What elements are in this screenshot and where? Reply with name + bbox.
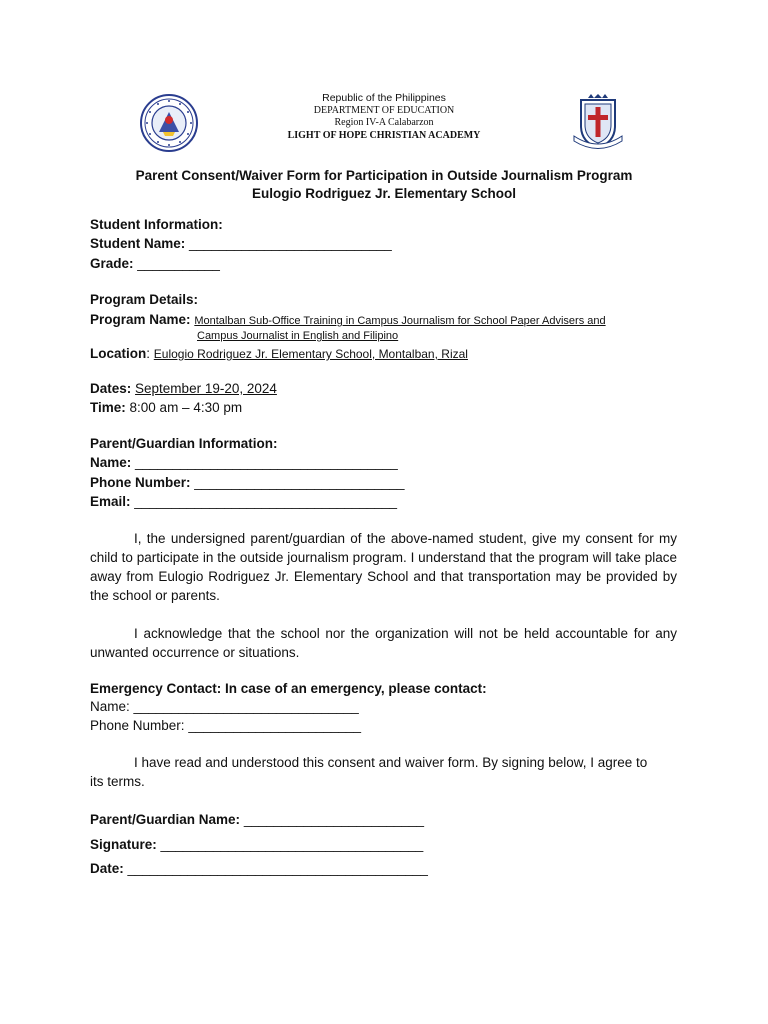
letterhead <box>0 92 768 152</box>
acknowledge-paragraph: I acknowledge that the school nor the organization will not be held accountable for any unwanted occurrence or situations. <box>90 626 677 660</box>
signature-field[interactable]: ___________________________________ <box>160 837 424 852</box>
guardian-email-row <box>90 493 397 510</box>
grade-field[interactable]: ___________ <box>137 256 220 271</box>
program-name-value-line2: Campus Journalist in English and Filipino <box>197 330 399 342</box>
guardian-name-label: Name: <box>90 455 132 470</box>
dates-value: September 19-20, 2024 <box>135 381 277 396</box>
student-info-heading: Student Information: <box>90 217 223 232</box>
parent-guardian-name-label: Parent/Guardian Name: <box>90 812 241 827</box>
emergency-contact-heading: Emergency Contact: In case of an emergency, please contact: <box>90 681 487 696</box>
emergency-phone-field[interactable]: _______________________ <box>188 718 362 733</box>
program-name-value-line1: Montalban Sub-Office Training in Campus Journalism for School Paper Advisers and <box>194 315 606 327</box>
form-title: Parent Consent/Waiver Form for Participation in Outside Journalism Program <box>135 168 633 183</box>
emergency-name-label: Name: <box>90 699 130 714</box>
signature-row <box>90 836 423 853</box>
guardian-email-label: Email: <box>90 494 131 509</box>
time-value: 8:00 am – 4:30 pm <box>129 400 243 415</box>
signature-label: Signature: <box>90 837 157 852</box>
guardian-info-heading: Parent/Guardian Information: <box>90 436 278 451</box>
guardian-phone-row <box>90 474 405 491</box>
date-label: Date: <box>90 861 124 876</box>
grade-row <box>90 255 220 272</box>
student-name-label: Student Name: <box>90 236 186 251</box>
agree-paragraph: I have read and understood this consent and waiver form. By signing below, I agree to its terms. <box>90 755 648 789</box>
date-row <box>90 860 428 877</box>
student-name-row <box>90 235 392 252</box>
guardian-phone-field[interactable]: ____________________________ <box>194 475 405 490</box>
location-colon: : <box>146 346 151 361</box>
region-line: Region IV-A Calabarzon <box>334 117 434 128</box>
guardian-email-field[interactable]: ___________________________________ <box>134 494 398 509</box>
emergency-phone-label: Phone Number: <box>90 718 185 733</box>
dates-label: Dates: <box>90 381 132 396</box>
parent-guardian-name-field[interactable]: ________________________ <box>243 812 425 827</box>
emergency-phone-row <box>90 717 361 734</box>
program-details-heading: Program Details: <box>90 292 199 307</box>
location-value: Eulogio Rodriguez Jr. Elementary School, Montalban, Rizal <box>153 347 468 361</box>
republic-line: Republic of the Philippines <box>322 92 446 104</box>
dates-row <box>90 380 277 397</box>
program-name-label: Program Name: <box>90 312 191 327</box>
form-subtitle: Eulogio Rodriguez Jr. Elementary School <box>251 186 517 201</box>
school-crest-icon <box>571 94 625 152</box>
letterhead-text <box>234 92 534 142</box>
date-field[interactable]: ________________________________________ <box>127 861 428 876</box>
time-row <box>90 399 242 416</box>
student-name-field[interactable]: ___________________________ <box>189 236 392 251</box>
emergency-name-field[interactable]: ______________________________ <box>133 699 359 714</box>
grade-label: Grade: <box>90 256 134 271</box>
deped-seal-icon <box>140 94 198 152</box>
signature-name-row <box>90 811 424 828</box>
emergency-name-row <box>90 698 359 715</box>
location-label: Location <box>90 346 147 361</box>
department-line: DEPARTMENT OF EDUCATION <box>313 105 455 116</box>
location-row <box>90 345 468 363</box>
school-name-line: LIGHT OF HOPE CHRISTIAN ACADEMY <box>287 130 481 141</box>
consent-paragraph: I, the undersigned parent/guardian of the above-named student, give my consent for my child to participate in the outside journalism program. I understand that the program will take place away from Eulogio Rodriguez Jr. Elementary School and that transportation may be provided by the school or parents. <box>90 531 677 603</box>
guardian-name-row <box>90 454 398 471</box>
guardian-name-field[interactable]: ___________________________________ <box>135 455 398 470</box>
time-label: Time: <box>90 400 126 415</box>
guardian-phone-label: Phone Number: <box>90 475 191 490</box>
